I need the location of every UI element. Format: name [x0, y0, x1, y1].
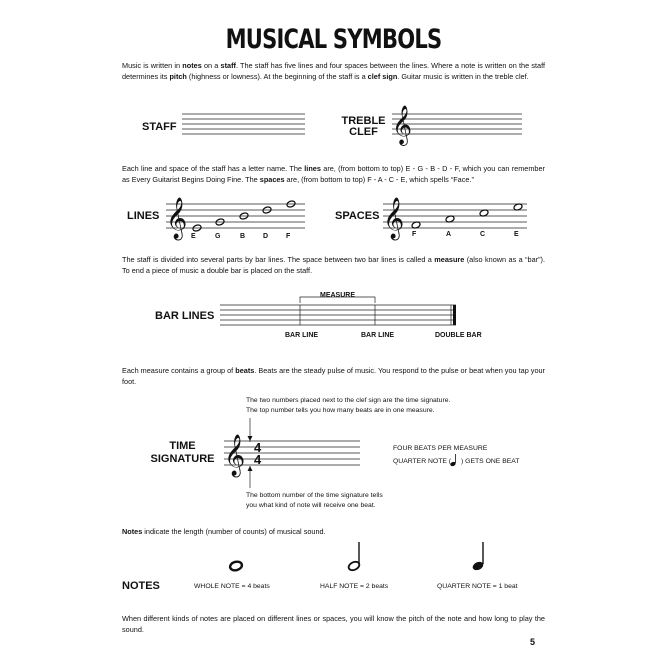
- time-signature-denominator: 4: [254, 452, 262, 467]
- treble-clef-icon: 𝄞: [383, 198, 405, 239]
- time-signature-explanation: FOUR BEATS PER MEASURE QUARTER NOTE ( ) GETS ONE BEAT: [393, 445, 520, 465]
- bar-lines-label: BAR LINES: [155, 310, 215, 322]
- treble-clef-icon: 𝄞: [224, 435, 246, 476]
- whole-note-caption: WHOLE NOTE = 4 beats: [194, 583, 270, 590]
- arrow-down-icon: [248, 466, 253, 471]
- quarter-note-caption: QUARTER NOTE = 1 beat: [437, 583, 518, 590]
- treble-clef-label: TREBLE CLEF: [341, 115, 386, 138]
- lines-note-b: B: [240, 233, 246, 240]
- double-bar-label: DOUBLE BAR: [435, 332, 482, 339]
- bar-line-label-1: BAR LINE: [285, 332, 319, 339]
- lines-note-e: E: [191, 233, 196, 240]
- treble-clef-icon: 𝄞: [166, 198, 188, 239]
- staff-lines-plain: [182, 114, 305, 134]
- spaces-note-f: F: [412, 231, 417, 238]
- page-title: MUSICAL SYMBOLS: [225, 24, 442, 55]
- arrow-up-icon: [248, 436, 253, 441]
- measure-paragraph: The staff is divided into several parts by bar lines. The space between two bar lines is called a measure (also known as a “bar”). To end a piece of music a double bar is placed on the staff.: [122, 255, 545, 275]
- measure-label: MEASURE: [320, 292, 356, 299]
- notes-label: NOTES: [122, 580, 160, 592]
- bar-line-label-2: BAR LINE: [361, 332, 395, 339]
- staff-lines-spaces-example: [383, 204, 527, 228]
- spaces-label: SPACES: [335, 210, 380, 222]
- lines-note-f: F: [286, 233, 291, 240]
- time-signature-label: TIME SIGNATURE: [150, 440, 215, 465]
- intro-paragraph: Music is written in notes on a staff. The staff has five lines and four spaces between the lines. Where a note is written on the staff determines its pitch (highness or lowness). At the beginning of the staff is a clef sign. Guitar music is written in the treble clef.: [122, 61, 545, 81]
- half-note-caption: HALF NOTE = 2 beats: [320, 583, 389, 590]
- closing-paragraph: When different kinds of notes are placed on different lines or spaces, you will know the pitch of the note and how long to play the sound.: [122, 614, 545, 634]
- time-signature-top-note: The two numbers placed next to the clef sign are the time signature. The top number tells you how many beats are in one measure.: [246, 397, 451, 414]
- staff-letters-paragraph: Each line and space of the staff has a letter name. The lines are, (from bottom to top) E - G - B - D - F, which you can remember as Every Guitarist Begins Doing Fine. The spaces are, (from bottom to top) F - A - C - E, which spells “Face.”: [122, 164, 545, 184]
- double-bar-thick: [453, 305, 456, 325]
- spaces-note-e: E: [514, 231, 519, 238]
- beats-paragraph: Each measure contains a group of beats. Beats are the steady pulse of music. You respond to the pulse or beat when you tap your foot.: [122, 366, 545, 386]
- treble-clef-icon: 𝄞: [392, 105, 413, 145]
- measure-bracket: [300, 297, 375, 303]
- time-signature-bottom-note: The bottom number of the time signature tells you what kind of note will receive one beat.: [246, 492, 383, 509]
- time-signature-numerator: 4: [254, 440, 262, 455]
- page-number: 5: [530, 637, 536, 647]
- lines-note-g: G: [215, 233, 221, 240]
- staff-lines-barlines: [220, 297, 456, 325]
- staff-label: STAFF: [142, 121, 177, 133]
- notes-paragraph: Notes indicate the length (number of counts) of musical sound.: [122, 527, 326, 536]
- lines-label: LINES: [127, 210, 160, 222]
- lines-note-d: D: [263, 233, 269, 240]
- whole-note-icon: [229, 560, 243, 571]
- spaces-note-a: A: [446, 231, 452, 238]
- spaces-note-c: C: [480, 231, 486, 238]
